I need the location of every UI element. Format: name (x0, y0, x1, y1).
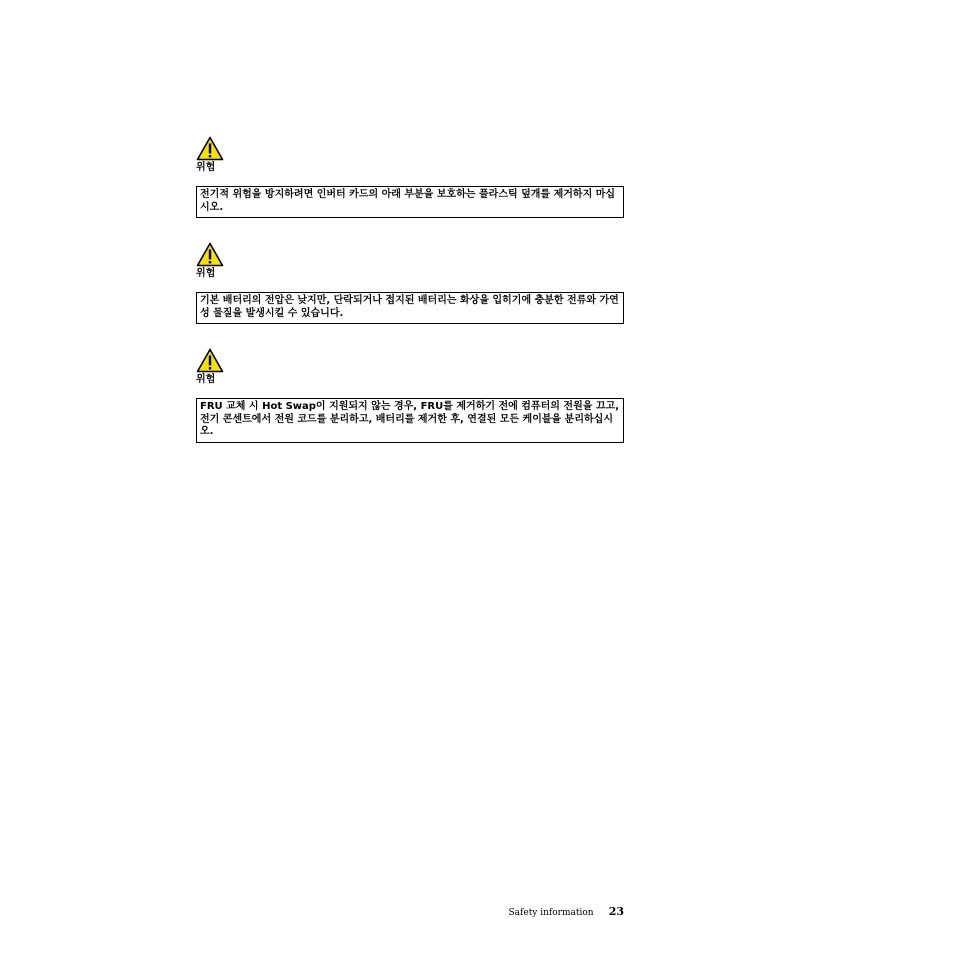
danger-text-box: FRU 교체 시 Hot Swap이 지원되지 않는 경우, FRU를 제거하기 전에 컴퓨터의 전원을 끄고, 전기 콘센트에서 전원 코드를 분리하고, 배터리를 제거한 후, 연결된 모든 케이블을 분리하십시오. (196, 398, 624, 443)
danger-text-box: 기본 배터리의 전압은 낮지만, 단락되거나 접지된 배터리는 화상을 입히기에 충분한 전류와 가연성 물질을 발생시킬 수 있습니다. (196, 292, 624, 324)
footer-section-title: Safety information (508, 908, 594, 918)
warning-triangle-icon (196, 242, 224, 267)
warning-triangle-icon (196, 348, 224, 373)
danger-label: 위험 (196, 268, 216, 279)
danger-text-box: 전기적 위험을 방지하려면 인버터 카드의 아래 부분을 보호하는 플라스틱 덮개를 제거하지 마십시오. (196, 186, 624, 218)
danger-notice-1 (196, 136, 624, 218)
page-footer (509, 900, 625, 919)
warning-triangle-icon (196, 136, 224, 161)
danger-notice-3 (196, 348, 624, 443)
danger-label: 위험 (196, 162, 216, 173)
danger-label: 위험 (196, 374, 216, 385)
danger-notice-2 (196, 242, 624, 324)
page-number: 23 (608, 905, 624, 918)
